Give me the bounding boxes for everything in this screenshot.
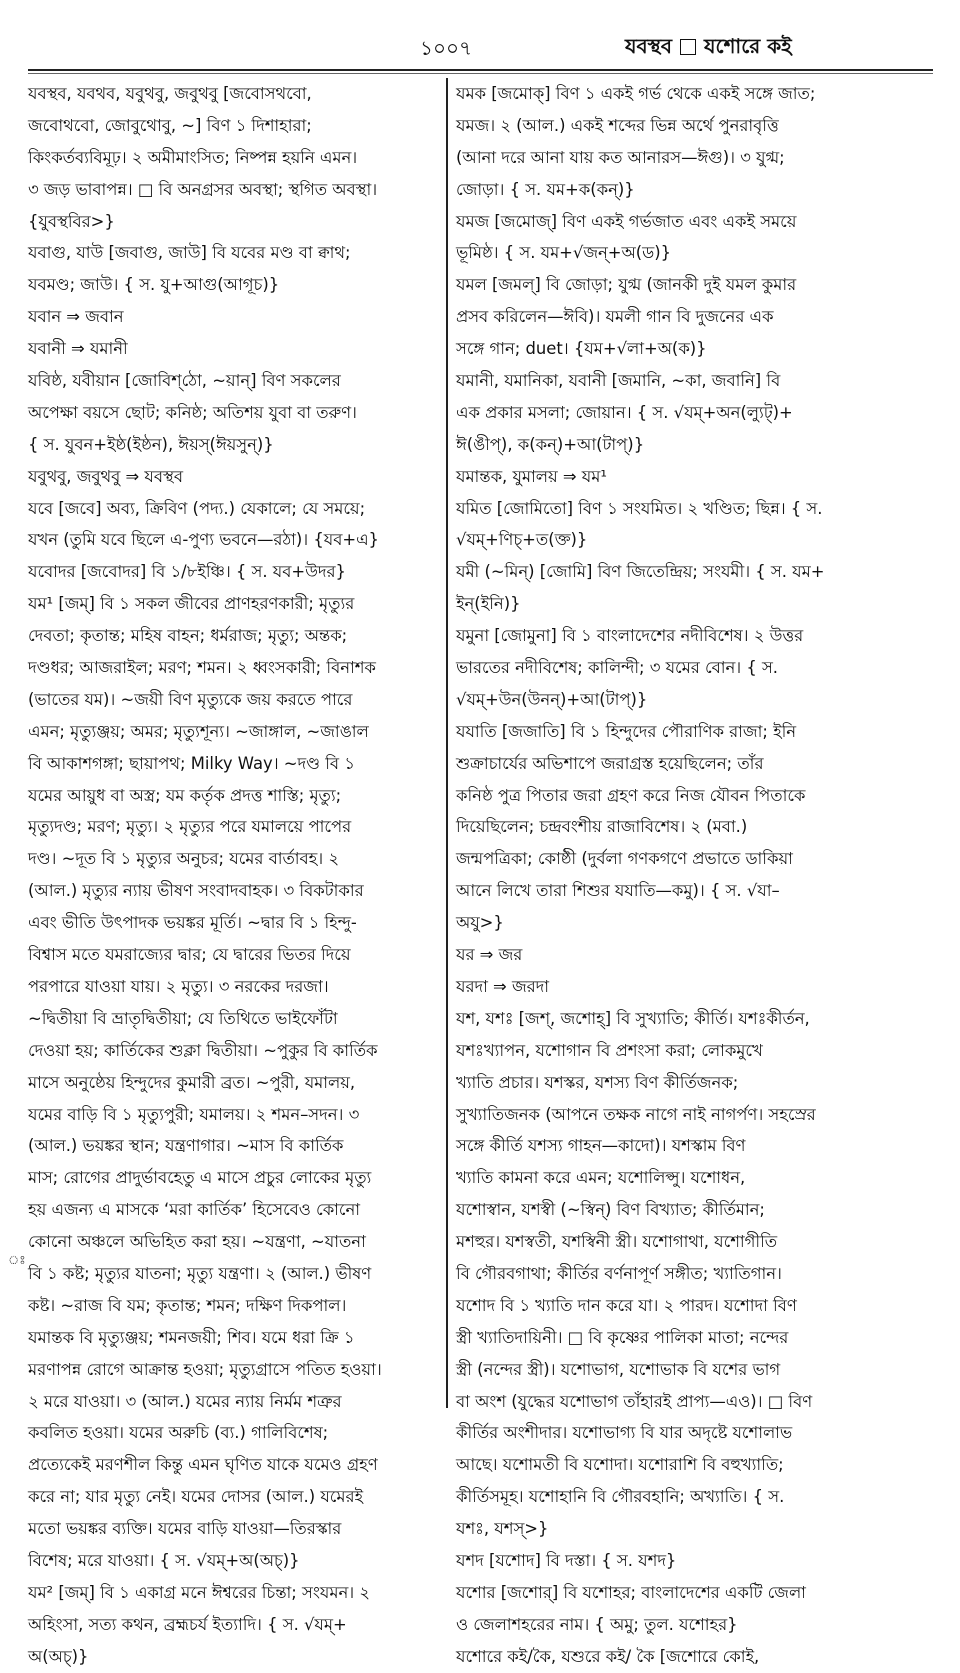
entry-line: খ্যাতি কামনা করে এমন; যশোলিপ্সু। যশোধন,	[456, 1168, 746, 1188]
entry-line: (আল.) ভয়ঙ্কর স্থান; যন্ত্রণাগার। ~মাস বি কার্তিক	[28, 1136, 344, 1156]
entry-line: মাস; রোগের প্রাদুর্ভাবহেতু এ মাসে প্রচুর লোকের মৃত্যু	[28, 1168, 372, 1188]
entry-line: মশহুর। যশস্বতী, যশস্বিনী স্ত্রী। যশোগাথা, যশোগীতি	[456, 1232, 778, 1252]
entry-line: যশঃখ্যাপন, যশোগান বি প্রশংসা করা; লোকমুখে	[456, 1040, 763, 1060]
entry-line: যমুনা [জোমুনা] বি ১ বাংলাদেশের নদীবিশেষ। ২ উত্তর	[456, 626, 804, 646]
entry-line: আনে লিখে তারা শিশুর যযাতি—কমু)। { স. √যা–	[456, 881, 780, 901]
entry-line: সঙ্গে কীর্তি যশস্য গাহন—কাদো)। যশস্কাম বিণ	[456, 1136, 746, 1156]
entry-line: (আল.) মৃত্যুর ন্যায় ভীষণ সংবাদবাহক। ৩ বিকটাকার	[28, 881, 364, 901]
column-divider	[446, 78, 448, 1408]
entry-line: (ভাতের যম)। ~জয়ী বিণ মৃত্যুকে জয় করতে পারে	[28, 689, 353, 709]
entry-line: অপেক্ষা বয়সে ছোট; কনিষ্ঠ; অতিশয় যুবা বা তরুণ।	[28, 402, 357, 422]
entry-line: প্রত্যেকেই মরণশীল কিন্তু এমন ঘৃণিত যাকে যমেও গ্রহণ	[28, 1455, 378, 1475]
entry-line: ও জেলাশহরের নাম। { অমু; তুল. যশোহর}	[456, 1614, 738, 1634]
entry-line: ৩ জড় ভাবাপন্ন। □ বি অনগ্রসর অবস্থা; স্থগিত অবস্থা।	[28, 179, 378, 199]
entry-line: বি আকাশগঙ্গা; ছায়াপথ; Milky Way। ~দণ্ড বি ১	[28, 753, 355, 773]
entry-line: যমজ [জমোজ্‌] বিণ একই গর্ভজাত এবং একই সময়ে	[456, 211, 797, 231]
entry-line: যশ, যশঃ [জশ্‌, জশোহ্‌] বি সুখ্যাতি; কীর্তি। যশঃকীর্তন,	[456, 1008, 810, 1028]
page-header	[0, 28, 960, 64]
entry-line: দেওয়া হয়; কার্তিকের শুক্লা দ্বিতীয়া। ~পুকুর বি কার্তিক	[28, 1040, 378, 1060]
entry-line: সুখ্যাতিজনক (আপনে তক্ষক নাগে নাই নাগর্পণ। সহস্রের	[456, 1104, 816, 1124]
entry-line: কীর্তিসমূহ। যশোহানি বি গৌরবহানি; অখ্যাতি। { স.	[456, 1487, 785, 1507]
entry-line: যমানী, যমানিকা, যবানী [জমানি, ~কা, জবানি] বি	[456, 371, 781, 391]
entry-line: যমের বাড়ি বি ১ মৃত্যুপুরী; যমালয়। ২ শমন–সদন। ৩	[28, 1104, 360, 1124]
entry-line: মরণাপন্ন রোগে আক্রান্ত হওয়া; মৃত্যুগ্রাসে পতিত হওয়া।	[28, 1359, 382, 1379]
entry-line: এমন; মৃত্যুঞ্জয়; অমর; মৃত্যুশূন্য। ~জাঙ্গাল, ~জাঙাল	[28, 721, 369, 741]
margin-mark: ঃ	[8, 1253, 26, 1267]
entry-line: ইন্‌(ইনি)}	[456, 594, 521, 614]
entry-line: প্রসব করিলেন—ঈবি)। যমলী গান বি দুজনের এক	[456, 307, 774, 327]
entry-line: যমল [জমল্‌] বি জোড়া; যুগ্ম (জানকী দুই যমল কুমার	[456, 275, 797, 295]
entry-line: দণ্ড। ~দূত বি ১ মৃত্যুর অনুচর; যমের বার্তাবহ। ২	[28, 849, 339, 869]
entry-line: ঈ(ঙীপ্‌), ক(কন্‌)+আ(টাপ্‌)}	[456, 434, 645, 454]
entry-line: যবোদর [জবোদর] বি ১/৮ইঞ্চি। { স. যব+উদর}	[28, 562, 346, 582]
entry-line: কনিষ্ঠ পুত্র পিতার জরা গ্রহণ করে নিজ যৌবন পিতাকে	[456, 785, 806, 805]
entry-line: যবমণ্ড; জাউ। { স. যু+আগু(আগূচ)}	[28, 275, 280, 295]
entry-line: যশোর [জশোর্‌] বি যশোহর; বাংলাদেশের একটি জেলা	[456, 1582, 806, 1602]
entry-line: জবোথবো, জোবুথোবু, ~] বিণ ১ দিশাহারা;	[28, 115, 312, 135]
page-number: ১০০৭	[420, 36, 472, 60]
entry-line: যবাগু, যাউ [জবাগু, জাউ] বি যবের মণ্ড বা ক্বাথ;	[28, 243, 351, 263]
entry-line: ২ মরে যাওয়া। ৩ (আল.) যমের ন্যায় নির্মম শত্রুর	[28, 1391, 342, 1411]
square-separator-icon	[680, 39, 696, 55]
entry-line: যম¹ [জম্‌] বি ১ সকল জীবের প্রাণহরণকারী; মৃত্যুর	[28, 594, 355, 614]
entry-line: শুক্রাচার্যের অভিশাপে জরাগ্রস্ত হয়েছিলেন; তাঁর	[456, 753, 764, 773]
entry-line: √যম্‌+উন(উনন্‌)+আ(টাপ্‌)}	[456, 689, 648, 709]
entry-line: কীর্তির অংশীদার। যশোভাগ্য বি যার অদৃষ্টে যশোলাভ	[456, 1423, 793, 1443]
entry-line: জন্মপত্রিকা; কোষ্ঠী (দুর্বলা গণকগণে প্রভাতে ডাকিয়া	[456, 849, 793, 869]
entry-line: ভারতের নদীবিশেষ; কালিন্দী; ৩ যমের বোন। { স.	[456, 658, 779, 678]
entry-line: খ্যাতি প্রচার। যশস্কর, যশস্য বিণ কীর্তিজনক;	[456, 1072, 739, 1092]
entry-line: ~দ্বিতীয়া বি ভ্রাতৃদ্বিতীয়া; যে তিথিতে ভাইফোঁটা	[28, 1008, 338, 1028]
entry-line: ভূমিষ্ঠ। { স. যম+√জন্‌+অ(ড)}	[456, 243, 672, 263]
entry-line: দেবতা; কৃতান্ত; মহিষ বাহন; ধর্মরাজ; মৃত্যু; অন্তক;	[28, 626, 348, 646]
entry-line: এক প্রকার মসলা; জোয়ান। { স. √যম্‌+অন(ল্যুট্‌)+	[456, 402, 793, 422]
entry-line: মাসে অনুষ্ঠেয় হিন্দুদের কুমারী ব্রত। ~পুরী, যমালয়,	[28, 1072, 356, 1092]
entry-line: যশোদ বি ১ খ্যাতি দান করে যা। ২ পারদ। যশোদা বিণ	[456, 1295, 797, 1315]
entry-line: যখন (তুমি যবে ছিলে এ-পুণ্য ভবনে—রঠা)। {যব+এ}	[28, 530, 379, 550]
entry-line: বা অংশ (যুদ্ধের যশোভাগ তাঁহারই প্রাপ্য—এও)। □ বিণ	[456, 1391, 813, 1411]
guide-word-first: যবস্থব	[625, 34, 673, 58]
entry-line: যম² [জম্‌] বি ১ একাগ্র মনে ঈশ্বরের চিন্তা; সংযমন। ২	[28, 1582, 370, 1602]
entry-line: কষ্ট। ~রাজ বি যম; কৃতান্ত; শমন; দক্ষিণ দিকপাল।	[28, 1295, 347, 1315]
entry-line: যশোরে কই/কৈ, যশুরে কই/ কৈ [জশোরে কোই,	[456, 1646, 760, 1666]
entry-line: স্ত্রী (নন্দের স্ত্রী)। যশোভাগ, যশোভাক বি যশের ভাগ	[456, 1359, 781, 1379]
entry-line: যবুথবু, জবুথবু ⇒ যবস্থব	[28, 466, 183, 486]
entry-line: যযাতি [জজাতি] বি ১ হিন্দুদের পৌরাণিক রাজা; ইনি	[456, 721, 797, 741]
entry-line: √যম্‌+ণিচ্‌+ত(ক্ত)}	[456, 530, 588, 550]
entry-line: দণ্ডধর; আজরাইল; মরণ; শমন। ২ ধ্বংসকারী; বিনাশক	[28, 658, 376, 678]
entry-line: যমিত [জোমিতো] বিণ ১ সংযমিত। ২ খণ্ডিত; ছিন্ন। { স.	[456, 498, 823, 518]
guide-words	[625, 32, 792, 65]
entry-line: যর ⇒ জর	[456, 945, 523, 965]
entry-line: যমান্তক, যুমালয় ⇒ যম¹	[456, 466, 607, 486]
entry-line: যমী (~মিন্‌) [জোমি] বিণ জিতেন্দ্রিয়; সংযমী। { স. যম+	[456, 562, 825, 582]
entry-line: কিংকর্তব্যবিমূঢ়। ২ অমীমাংসিত; নিষ্পন্ন হয়নি এমন।	[28, 147, 358, 167]
entry-line: যবে [জবে] অব্য, ক্রিবিণ (পদ্য.) যেকালে; যে সময়ে;	[28, 498, 366, 518]
entry-line: যমের আয়ুধ বা অস্ত্র; যম কর্তৃক প্রদত্ত শাস্তি; মৃত্যু;	[28, 785, 342, 805]
entry-line: বি গৌরবগাথা; কীর্তির বর্ণনাপূর্ণ সঙ্গীত; খ্যাতিগান।	[456, 1263, 782, 1283]
entry-line: যবিষ্ঠ, যবীয়ান [জোবিশ্‌ঠো, ~য়ান্‌] বিণ সকলের	[28, 371, 341, 391]
entry-line: স্ত্রী খ্যাতিদায়িনী। □ বি কৃষ্ণের পালিকা মাতা; নন্দের	[456, 1327, 789, 1347]
entry-line: হয় এজন্য এ মাসকে ‘মরা কার্তিক’ হিসেবেও কোনো	[28, 1200, 361, 1220]
entry-line: করে না; যার মৃত্যু নেই। যমের দোসর (আল.) যমেরই	[28, 1487, 363, 1507]
entry-line: মৃত্যুদণ্ড; মরণ; মৃত্যু। ২ মৃত্যুর পরে যমালয়ে পাপের	[28, 817, 352, 837]
guide-word-last: যশোরে কই	[704, 34, 792, 58]
entry-line: জোড়া। { স. যম+ক(কন্‌)}	[456, 179, 635, 199]
entry-line: মতো ভয়ঙ্কর ব্যক্তি। যমের বাড়ি যাওয়া—তিরস্কার	[28, 1519, 342, 1539]
entry-line: যশঃ, যশস্‌>}	[456, 1519, 549, 1539]
entry-line: যরদা ⇒ জরদা	[456, 976, 550, 996]
entry-line: কবলিত হওয়া। যমের অরুচি (ব্য.) গালিবিশেষ;	[28, 1423, 329, 1443]
entry-line: {যুবস্থবির>}	[28, 211, 115, 231]
entry-line: পরপারে যাওয়া যায়। ২ মৃত্যু। ৩ নরকের দরজা।	[28, 976, 329, 996]
entry-line: যশোস্বান, যশস্বী (~স্বিন্‌) বিণ বিখ্যাত; কীর্তিমান;	[456, 1200, 765, 1220]
header-rule-thin	[28, 73, 933, 74]
entry-line: যমক [জমোক্‌] বিণ ১ একই গর্ভ থেকে একই সঙ্গে জাত;	[456, 84, 816, 103]
right-column	[456, 78, 926, 1666]
left-column	[28, 78, 436, 1666]
entry-line: যবানী ⇒ যমানী	[28, 339, 128, 359]
entry-line: অযু>}	[456, 913, 504, 933]
entry-line: যবস্থব, যবথব, যবুথবু, জবুথবু [জবোসথবো,	[28, 84, 312, 103]
entry-line: বি ১ কষ্ট; মৃত্যুর যাতনা; মৃত্যু যন্ত্রণা। ২ (আল.) ভীষণ	[28, 1263, 372, 1283]
entry-line: বিশেষ; মরে যাওয়া। { স. √যম্‌+অ(অচ্‌)}	[28, 1550, 300, 1570]
entry-line: যমজ। ২ (আল.) একই শব্দের ভিন্ন অর্থে পুনরাবৃত্তি	[456, 115, 779, 135]
entry-line: কোনো অঞ্চলে অভিহিত করা হয়। ~যন্ত্রণা, ~যাতনা	[28, 1232, 366, 1252]
entry-line: যমান্তক বি মৃত্যুঞ্জয়; শমনজয়ী; শিব। যমে ধরা ক্রি ১	[28, 1327, 355, 1347]
entry-line: আছে। যশোমতী বি যশোদা। যশোরাশি বি বহুখ্যাতি;	[456, 1455, 784, 1475]
entry-line: অ(অচ্‌)}	[28, 1646, 89, 1666]
header-rule	[28, 69, 933, 71]
entry-line: এবং ভীতি উৎপাদক ভয়ঙ্কর মূর্তি। ~দ্বার বি ১ হিন্দু-	[28, 913, 357, 933]
entry-line: যবান ⇒ জবান	[28, 307, 124, 327]
entry-line: (আনা দরে আনা যায় কত আনারস—ঈগু)। ৩ যুগ্ম;	[456, 147, 785, 167]
entry-line: অহিংসা, সত্য কথন, ব্রহ্মচর্য ইত্যাদি। { স. √যম্‌+	[28, 1614, 347, 1634]
entry-line: বিশ্বাস মতে যমরাজ্যের দ্বার; যে দ্বারের ভিতর দিয়ে	[28, 945, 351, 965]
entry-line: সঙ্গে গান; duet। {যম+√লা+অ(ক)}	[456, 339, 707, 359]
entry-line: { স. যুবন+ইষ্ঠ(ইষ্ঠন), ঈয়স্(ঈয়সুন্)}	[28, 434, 274, 454]
entry-line: যশদ [যশোদ] বি দস্তা। { স. যশদ}	[456, 1550, 677, 1570]
entry-line: দিয়েছিলেন; চন্দ্রবংশীয় রাজাবিশেষ। ২ (মবা.)	[456, 817, 748, 837]
